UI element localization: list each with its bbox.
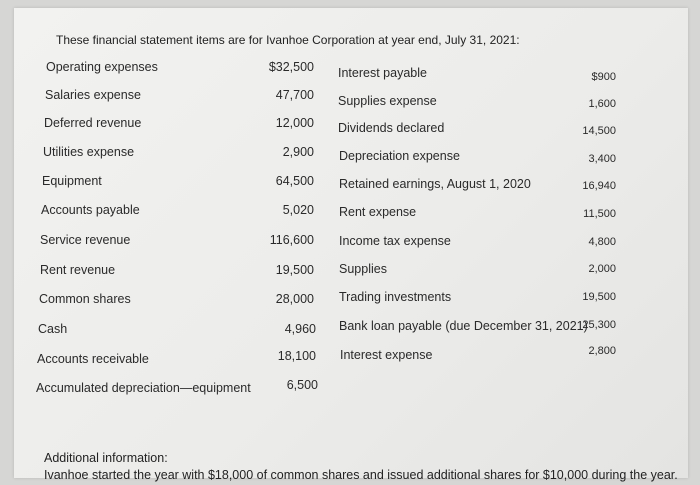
left-item-value: 116,600	[269, 233, 314, 247]
left-item-label: Rent revenue	[40, 263, 116, 277]
left-item-value: 12,000	[275, 116, 314, 130]
left-item-value: 5,020	[282, 203, 314, 217]
left-item-label: Utilities expense	[43, 145, 135, 159]
left-item-label: Accumulated depreciation—equipment	[36, 381, 251, 395]
right-item-value: 4,800	[588, 236, 616, 248]
intro-text: These financial statement items are for Ivanhoe Corporation at year end, July 31, 2021:	[56, 33, 520, 47]
right-item-label: Interest payable	[338, 66, 427, 80]
document-page	[14, 8, 688, 482]
right-item-label: Income tax expense	[339, 234, 451, 248]
left-item-label: Deferred revenue	[44, 116, 142, 130]
left-item-label: Service revenue	[40, 233, 131, 247]
right-item-label: Interest expense	[340, 348, 433, 362]
left-item-value: 18,100	[277, 349, 316, 363]
left-item-value: 4,960	[284, 322, 316, 336]
left-item-label: Salaries expense	[45, 88, 141, 102]
left-item-value: 6,500	[286, 378, 318, 392]
right-item-value: 3,400	[588, 153, 616, 165]
additional-text: Ivanhoe started the year with $18,000 of common shares and issued additional shares for $10,000 during the year.	[44, 468, 678, 482]
right-item-label: Trading investments	[339, 290, 452, 304]
left-item-value: 64,500	[275, 174, 314, 188]
right-item-label: Dividends declared	[338, 121, 445, 135]
left-item-label: Operating expenses	[46, 60, 158, 74]
right-item-label: Rent expense	[339, 205, 417, 219]
right-item-value: 14,500	[582, 125, 616, 137]
left-item-value: $32,500	[268, 60, 314, 74]
left-item-label: Common shares	[39, 292, 131, 306]
additional-heading: Additional information:	[44, 451, 168, 465]
right-item-value: 1,600	[588, 98, 616, 110]
right-item-value: 2,000	[588, 263, 616, 275]
right-item-label: Retained earnings, August 1, 2020	[339, 177, 531, 191]
right-item-value: 19,500	[582, 291, 616, 303]
right-item-value: 16,940	[582, 180, 616, 192]
right-item-value: 2,800	[588, 345, 616, 357]
left-item-label: Cash	[38, 322, 68, 336]
left-item-value: 47,700	[275, 88, 314, 102]
left-item-label: Accounts payable	[41, 203, 140, 217]
left-item-value: 19,500	[275, 263, 314, 277]
right-item-label: Depreciation expense	[339, 149, 460, 163]
right-item-value: 25,300	[582, 319, 616, 331]
left-item-label: Accounts receivable	[37, 352, 149, 366]
right-item-value: $900	[591, 71, 616, 83]
left-item-label: Equipment	[42, 174, 102, 188]
right-item-label: Bank loan payable (due December 31, 2021)	[339, 319, 588, 333]
left-item-value: 2,900	[282, 145, 314, 159]
right-item-label: Supplies	[339, 262, 387, 276]
left-item-value: 28,000	[275, 292, 314, 306]
right-item-value: 11,500	[583, 208, 616, 220]
additional-information	[44, 450, 678, 484]
right-item-label: Supplies expense	[338, 94, 437, 108]
